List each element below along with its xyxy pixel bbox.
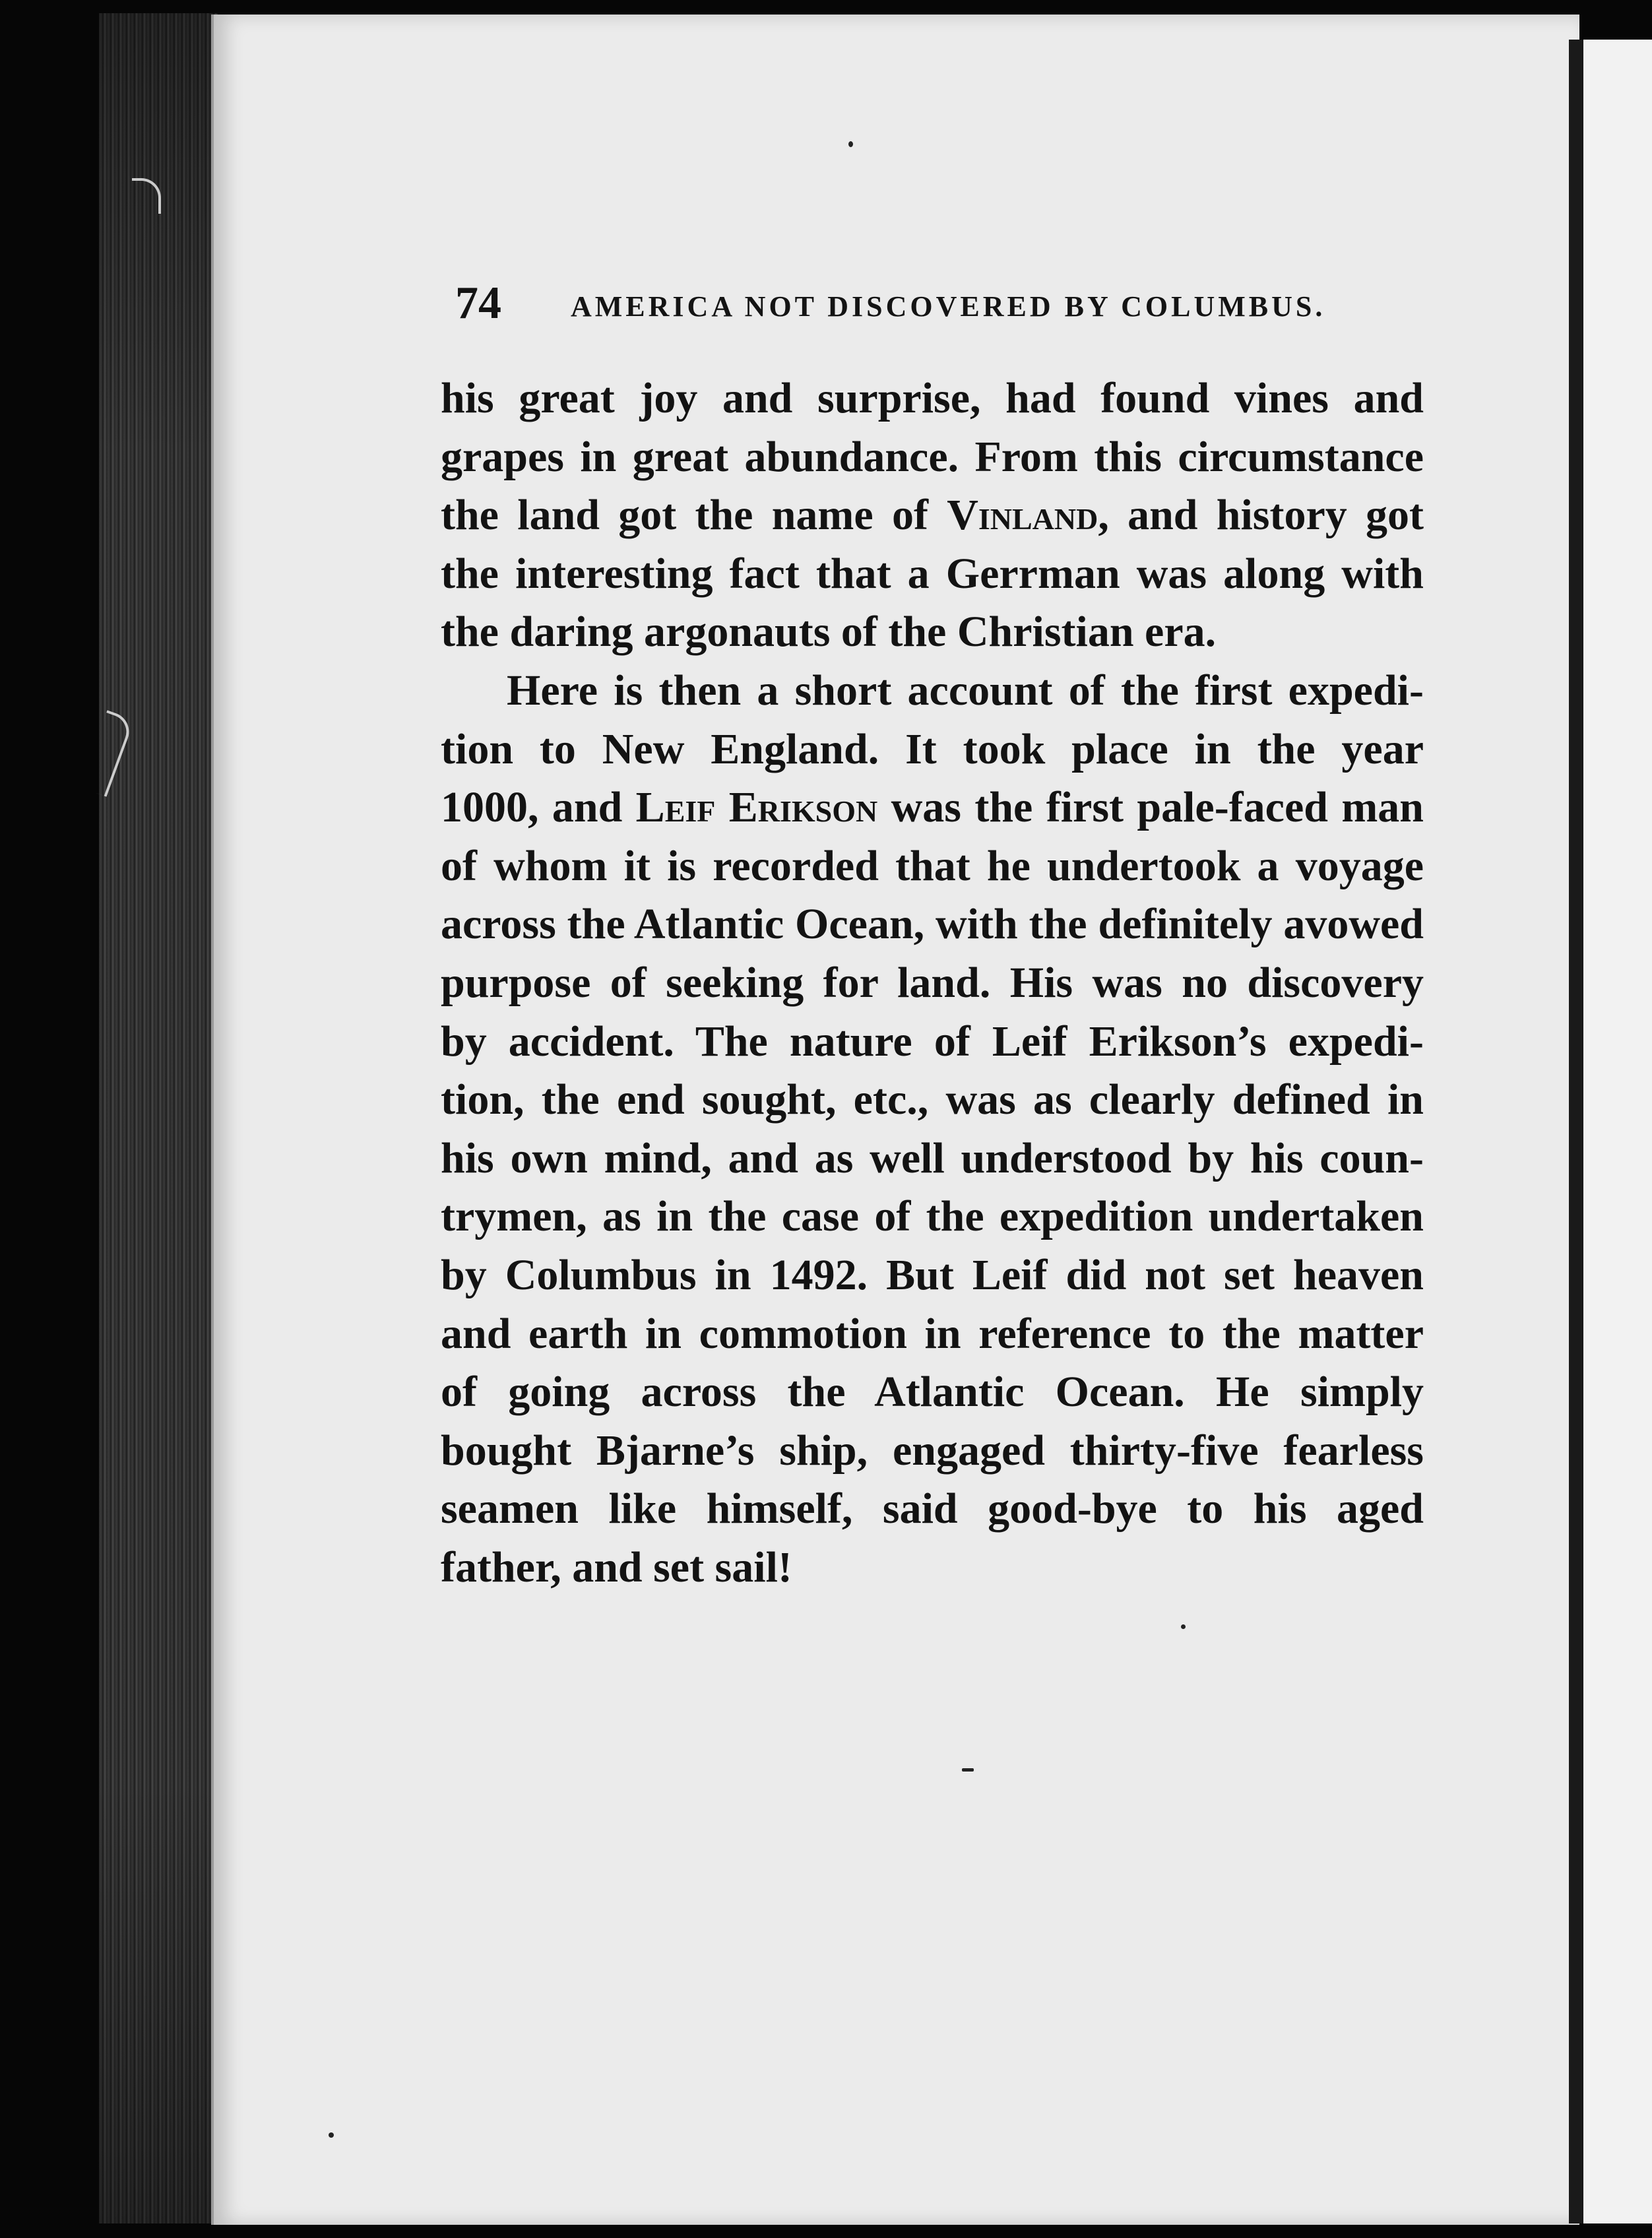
text-line: of going across the Atlantic Ocean. He simply [441, 1368, 1424, 1417]
text-line: across the Atlantic Ocean, with the definitely avowed [441, 900, 1424, 949]
small-caps-term: Vinland [947, 491, 1098, 540]
paragraph-first-line: Here is then a short account of the first expedi- [507, 666, 1424, 715]
text-line: bought Bjarne’s ship, engaged thirty-five fearless [441, 1426, 1424, 1475]
text-line: by accident. The nature of Leif Erikson’s expedi- [441, 1017, 1424, 1066]
book-page-edges [99, 13, 218, 2223]
facing-page-edge [1569, 40, 1652, 2223]
text-line: the interesting fact that a Gerrman was along with [441, 549, 1424, 598]
text-line: the land got the name of Vinland, and history got [441, 491, 1424, 540]
text-line: 1000, and Leif Erikson was the first pale-faced man [441, 783, 1424, 832]
small-caps-name: Leif Erikson [635, 783, 878, 832]
text-line: tion, the end sought, etc., was as clearly defined in [441, 1075, 1424, 1124]
page-number: 74 [455, 278, 501, 329]
text-line: his own mind, and as well understood by his coun- [441, 1134, 1424, 1182]
text-line: his great joy and surprise, had found vines and [441, 374, 1424, 422]
text-line: grapes in great abundance. From this circumstance [441, 432, 1424, 481]
text-line: by Columbus in 1492. But Leif did not set heaven [441, 1250, 1424, 1299]
book-title-header: AMERICA NOT DISCOVERED BY COLUMBUS. [571, 290, 1326, 323]
ink-speck [962, 1768, 974, 1772]
running-head [455, 274, 1326, 333]
text-line: the daring argonauts of the Christian era. [441, 608, 1217, 656]
text-line: and earth in commotion in reference to the matter [441, 1309, 1424, 1358]
text-line: father, and set sail! [441, 1543, 792, 1591]
body-text [441, 369, 1424, 1597]
text-line: purpose of seeking for land. His was no discovery [441, 958, 1424, 1007]
text-line: seamen like himself, said good-bye to his aged [441, 1485, 1424, 1533]
ink-speck [329, 2132, 334, 2138]
text-line: trymen, as in the case of the expedition undertaken [441, 1192, 1424, 1241]
text-line: of whom it is recorded that he undertook a voyage [441, 841, 1424, 890]
text-line: tion to New England. It took place in the year [441, 724, 1424, 773]
ink-speck [848, 141, 853, 147]
ink-speck [1181, 1624, 1186, 1629]
